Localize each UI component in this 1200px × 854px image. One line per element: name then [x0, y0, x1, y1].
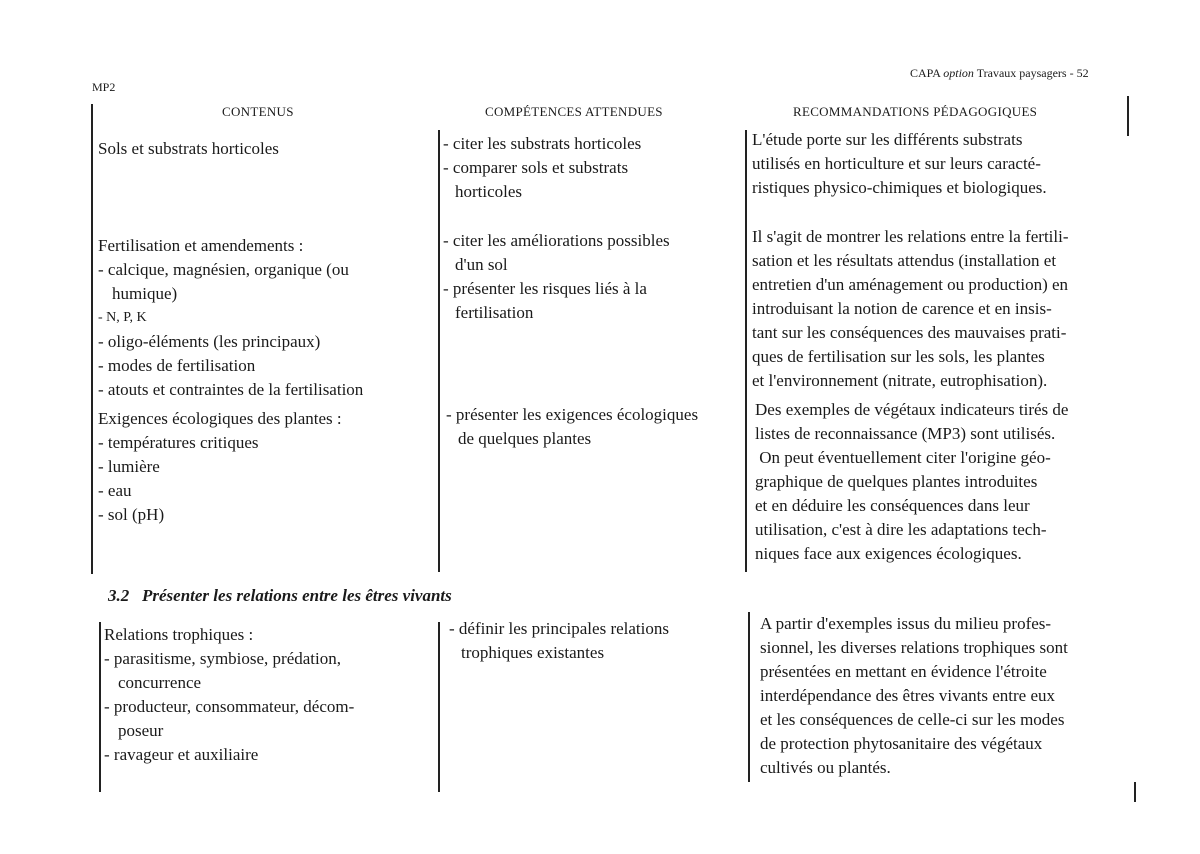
row-trophiques-contenus: [104, 623, 354, 767]
module-label: MP2: [92, 80, 116, 94]
text-line: utilisés en horticulture et sur leurs caracté-: [752, 154, 1041, 173]
text-line: - citer les substrats horticoles: [443, 134, 642, 153]
row-trophiques-competences: [449, 617, 669, 665]
row-fertilisation-competences: [443, 229, 670, 325]
text-line: interdépendance des êtres vivants entre eux: [760, 686, 1056, 705]
text-line: utilisation, c'est à dire les adaptations tech-: [755, 520, 1047, 539]
column-rule-1-lower: [438, 622, 440, 792]
text-line: - citer les améliorations possibles: [443, 231, 670, 250]
left-rule-lower: [99, 622, 101, 792]
text-line: - comparer sols et substrats: [443, 158, 629, 177]
text-line: - lumière: [98, 457, 160, 476]
section-heading: [108, 586, 452, 606]
text-line: Des exemples de végétaux indicateurs tirés de: [755, 400, 1069, 419]
text-line: - présenter les exigences écologiques: [446, 405, 699, 424]
text-line: et les conséquences de celle-ci sur les modes: [760, 710, 1065, 729]
section-title: Présenter les relations entre les êtres vivants: [142, 586, 452, 605]
column-heading-contenus: CONTENUS: [222, 104, 294, 119]
column-rule-1: [438, 130, 440, 572]
row-sols-contenus: [98, 137, 279, 161]
text-line: A partir d'exemples issus du milieu profes-: [760, 614, 1052, 633]
row-exigences-competences: [446, 403, 698, 451]
text-line: - définir les principales relations: [449, 619, 669, 638]
row-exigences-recommandations: [755, 398, 1068, 566]
page-reference: [910, 66, 1089, 81]
row-trophiques-recommandations: [760, 612, 1068, 780]
text-line: horticoles: [455, 182, 523, 201]
text-line: entretien d'un aménagement ou production) en: [752, 275, 1069, 294]
text-line: - oligo-éléments (les principaux): [98, 332, 321, 351]
text-line: On peut éventuellement citer l'origine géo-: [755, 448, 1051, 467]
left-rule: [91, 104, 93, 574]
text-line: - parasitisme, symbiose, prédation,: [104, 649, 342, 668]
text-line: de quelques plantes: [458, 429, 592, 448]
text-line: poseur: [118, 721, 164, 740]
column-rule-2-lower: [748, 612, 750, 782]
text-line: - calcique, magnésien, organique (ou: [98, 260, 349, 279]
text-line: ques de fertilisation sur les sols, les plantes: [752, 347, 1045, 366]
text-line: - présenter les risques liés à la: [443, 279, 647, 298]
text-line: - atouts et contraintes de la fertilisation: [98, 380, 364, 399]
text-line: humique): [112, 284, 178, 303]
column-rule-2: [745, 130, 747, 572]
text-line: - eau: [98, 481, 132, 500]
text-line: niques face aux exigences écologiques.: [755, 544, 1022, 563]
text-line: - modes de fertilisation: [98, 356, 256, 375]
text-line: Il s'agit de montrer les relations entre la fertili-: [752, 227, 1069, 246]
right-rule: [1127, 96, 1129, 136]
text-line: - N, P, K: [98, 310, 147, 325]
text-line: tant sur les conséquences des mauvaises prati-: [752, 323, 1067, 342]
text-line: - producteur, consommateur, décom-: [104, 697, 355, 716]
text-line: présentées en mettant en évidence l'étroite: [760, 662, 1047, 681]
column-heading-recommandations: RECOMMANDATIONS PÉDAGOGIQUES: [793, 104, 1038, 119]
text-line: Sols et substrats horticoles: [98, 139, 279, 158]
text-line: concurrence: [118, 673, 202, 692]
text-line: sionnel, les diverses relations trophiques sont: [760, 638, 1068, 657]
text-line: cultivés ou plantés.: [760, 758, 891, 777]
text-line: sation et les résultats attendus (installation et: [752, 251, 1057, 270]
text-line: listes de reconnaissance (MP3) sont utilisés.: [755, 424, 1056, 443]
text-line: - températures critiques: [98, 433, 259, 452]
page-reference-option: option: [943, 66, 974, 80]
row-sols-recommandations: [752, 128, 1047, 200]
row-sols-competences: [443, 132, 641, 204]
text-line: fertilisation: [455, 303, 534, 322]
text-line: - ravageur et auxiliaire: [104, 745, 259, 764]
text-line: et l'environnement (nitrate, eutrophisation).: [752, 371, 1048, 390]
text-line: Fertilisation et amendements :: [98, 236, 304, 255]
text-line: d'un sol: [455, 255, 508, 274]
text-line: trophiques existantes: [461, 643, 605, 662]
row-fertilisation-contenus: [98, 234, 363, 402]
text-line: graphique de quelques plantes introduites: [755, 472, 1038, 491]
page-reference-prefix: CAPA: [910, 66, 941, 80]
column-heading-competences: COMPÉTENCES ATTENDUES: [485, 104, 663, 119]
right-rule-lower: [1134, 782, 1136, 802]
section-number: 3.2: [108, 586, 130, 605]
text-line: introduisant la notion de carence et en insis-: [752, 299, 1052, 318]
text-line: ristiques physico-chimiques et biologiques.: [752, 178, 1047, 197]
text-line: Relations trophiques :: [104, 625, 254, 644]
row-exigences-contenus: [98, 407, 342, 527]
text-line: Exigences écologiques des plantes :: [98, 409, 342, 428]
text-line: - sol (pH): [98, 505, 165, 524]
text-line: L'étude porte sur les différents substrats: [752, 130, 1023, 149]
text-line: et en déduire les conséquences dans leur: [755, 496, 1030, 515]
page-reference-suffix: Travaux paysagers - 52: [976, 66, 1089, 80]
row-fertilisation-recommandations: [752, 225, 1069, 393]
text-line: de protection phytosanitaire des végétaux: [760, 734, 1043, 753]
